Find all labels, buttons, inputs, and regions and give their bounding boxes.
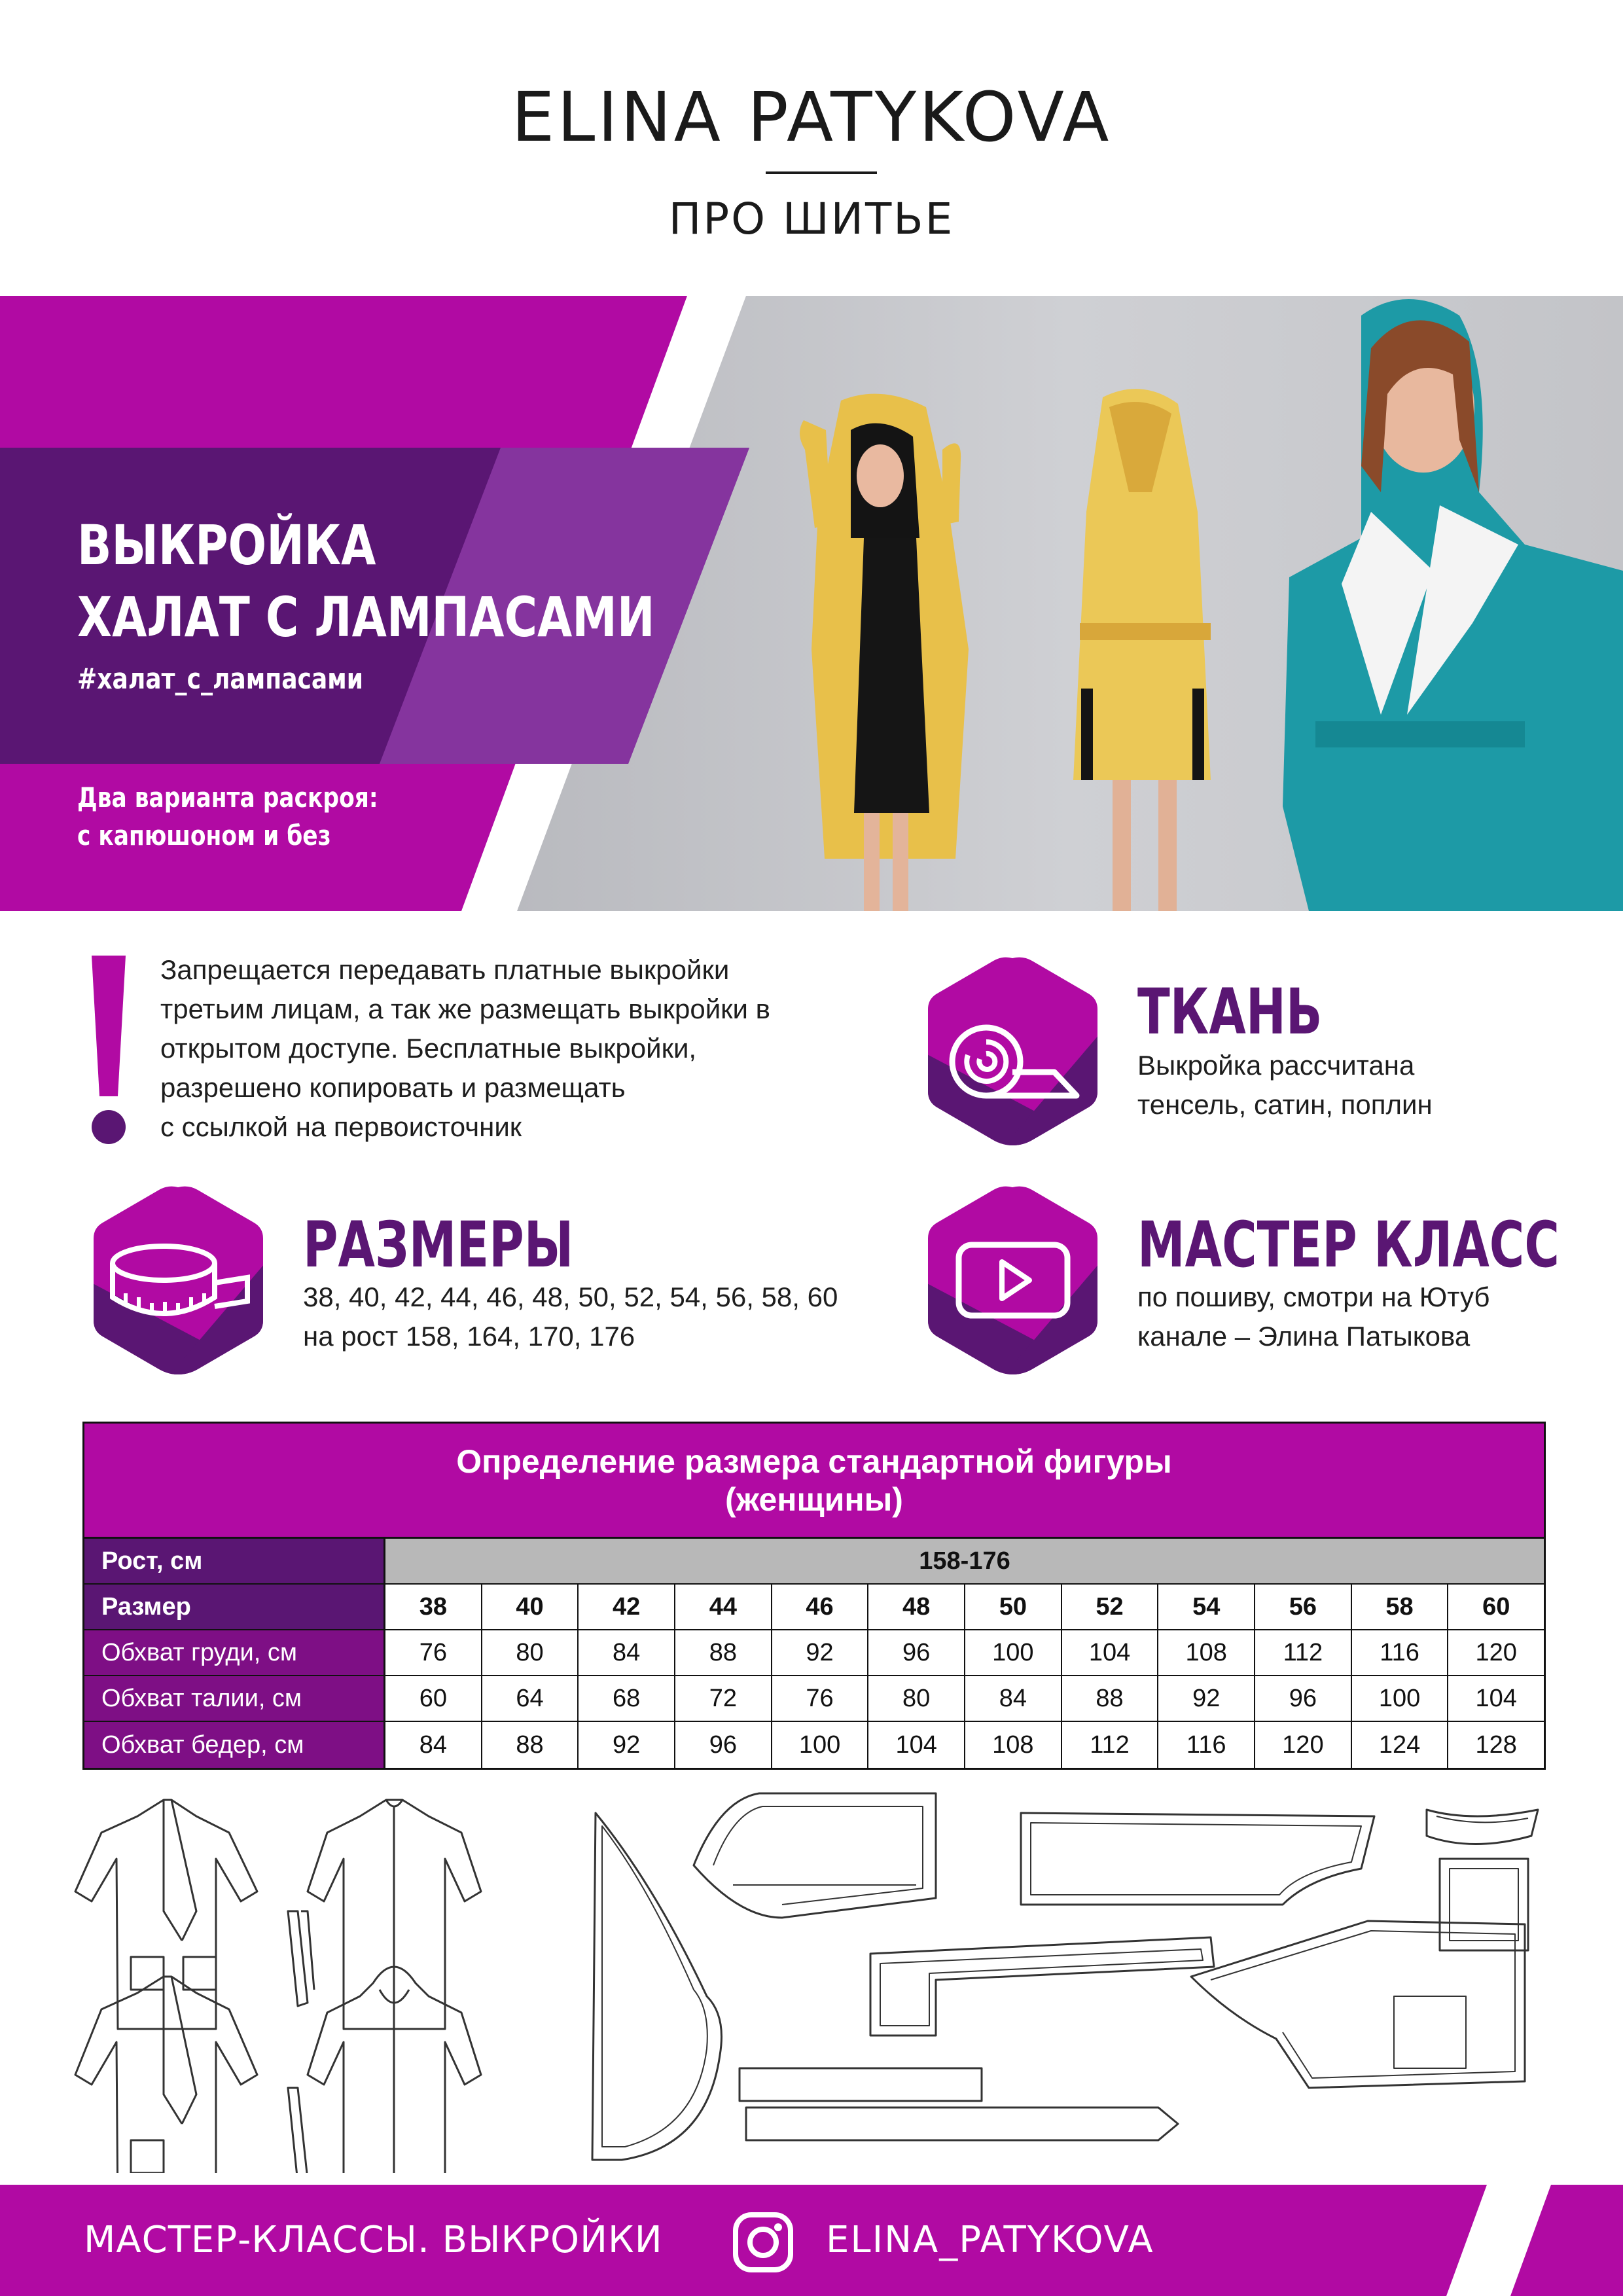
size-cell: 42 <box>579 1585 675 1629</box>
robe-front-hood-sketch <box>75 1977 308 2173</box>
warning-line: открытом доступе. Бесплатные выкройки, <box>160 1033 697 1064</box>
brand-divider <box>766 171 877 174</box>
sizes-title: РАЗМЕРЫ <box>303 1208 574 1282</box>
measurement-cell: 104 <box>1062 1630 1159 1675</box>
masterclass-description <box>1137 1278 1489 1356</box>
size-cell: 60 <box>1448 1585 1544 1629</box>
fabric-line2: тенсель, сатин, поплин <box>1137 1089 1433 1120</box>
instagram-icon[interactable] <box>732 2211 794 2274</box>
warning-line: разрешено копировать и размещать <box>160 1072 626 1103</box>
robe-back-sketch <box>308 1800 481 2029</box>
table-row <box>84 1722 1544 1768</box>
warning-line: с ссылкой на первоисточник <box>160 1111 522 1142</box>
measurement-cell: 76 <box>385 1630 482 1675</box>
measurement-cell: 80 <box>868 1676 965 1721</box>
measurement-cell: 100 <box>772 1722 869 1768</box>
masterclass-title: МАСТЕР КЛАСС <box>1137 1208 1560 1282</box>
warning-line: третьим лицам, а так же размещать выкройки в <box>160 994 770 1024</box>
measurement-cell: 108 <box>965 1722 1062 1768</box>
size-cell: 52 <box>1062 1585 1159 1629</box>
measurement-cell: 64 <box>482 1676 579 1721</box>
heights-list: на рост 158, 164, 170, 176 <box>303 1321 635 1352</box>
size-cell: 54 <box>1158 1585 1255 1629</box>
fabric-title: ТКАНЬ <box>1137 975 1323 1049</box>
height-label: Рост, см <box>84 1539 385 1583</box>
measurement-cell: 100 <box>1352 1676 1449 1721</box>
measurement-cell: 92 <box>1158 1676 1255 1721</box>
pattern-technical-drawings <box>0 1780 1623 2173</box>
robe-front-sketch <box>75 1800 314 2029</box>
table-title-line1: Определение размера стандартной фигуры <box>456 1443 1172 1480</box>
measurement-label: Обхват бедер, см <box>84 1722 385 1768</box>
fabric-line1: Выкройка рассчитана <box>1137 1050 1415 1081</box>
measurement-cell: 96 <box>1255 1676 1352 1721</box>
table-title <box>84 1424 1544 1539</box>
pattern-title <box>77 509 654 653</box>
measuring-tape-icon <box>92 1185 265 1374</box>
warning-line: Запрещается передавать платные выкройки <box>160 954 730 985</box>
measurement-cell: 84 <box>579 1630 675 1675</box>
fabric-roll-icon <box>926 956 1099 1145</box>
measurement-cell: 76 <box>772 1676 869 1721</box>
cutting-variants-line1: Два варианта раскроя: <box>77 781 378 814</box>
size-cell: 50 <box>965 1585 1062 1629</box>
footer-masterclasses-label: МАСТЕР-КЛАССЫ. ВЫКРОЙКИ <box>84 2219 663 2261</box>
table-title-line2: (женщины) <box>725 1480 903 1518</box>
size-cell: 40 <box>482 1585 579 1629</box>
size-cell: 58 <box>1352 1585 1449 1629</box>
measurement-cell: 112 <box>1255 1630 1352 1675</box>
cutting-variants-line2: с капюшоном и без <box>77 819 331 852</box>
exclamation-icon <box>89 956 128 1145</box>
measurement-cell: 68 <box>579 1676 675 1721</box>
measurement-cell: 120 <box>1448 1630 1544 1675</box>
brand-name: ELINA PATYKOVA <box>511 77 1112 157</box>
masterclass-line1: по пошиву, смотри на Ютуб <box>1137 1282 1490 1312</box>
measurement-label: Обхват груди, см <box>84 1630 385 1675</box>
pattern-title-line2: ХАЛАТ С ЛАМПАСАМИ <box>77 585 655 649</box>
measurement-cell: 104 <box>868 1722 965 1768</box>
cutting-variants-note <box>77 779 378 855</box>
measurement-cell: 100 <box>965 1630 1062 1675</box>
measurement-cell: 96 <box>868 1630 965 1675</box>
measurement-cell: 92 <box>772 1630 869 1675</box>
pattern-hashtag: #халат_с_лампасами <box>77 662 364 696</box>
size-cell: 56 <box>1255 1585 1352 1629</box>
measurement-cell: 84 <box>385 1722 482 1768</box>
table-row-sizes <box>84 1585 1544 1630</box>
measurement-cell: 60 <box>385 1676 482 1721</box>
table-row-height <box>84 1539 1544 1585</box>
measurement-cell: 84 <box>965 1676 1062 1721</box>
pattern-pieces <box>592 1793 1538 2160</box>
brand-tagline: ПРО ШИТЬЕ <box>668 194 955 244</box>
height-range: 158-176 <box>385 1539 1544 1583</box>
pattern-title-line1: ВЫКРОЙКА <box>77 513 376 577</box>
copyright-warning <box>160 950 900 1147</box>
measurement-cell: 128 <box>1448 1722 1544 1768</box>
sizes-list: 38, 40, 42, 44, 46, 48, 50, 52, 54, 56, 58, 60 <box>303 1282 838 1312</box>
measurement-cell: 88 <box>1062 1676 1159 1721</box>
size-cell: 44 <box>675 1585 772 1629</box>
measurement-cell: 104 <box>1448 1676 1544 1721</box>
measurement-cell: 112 <box>1062 1722 1159 1768</box>
sizes-description <box>303 1278 838 1356</box>
measurement-cell: 96 <box>675 1722 772 1768</box>
table-row <box>84 1676 1544 1722</box>
measurement-cell: 120 <box>1255 1722 1352 1768</box>
masterclass-line2: канале – Элина Патыкова <box>1137 1321 1471 1352</box>
measurement-cell: 88 <box>675 1630 772 1675</box>
measurement-label: Обхват талии, см <box>84 1676 385 1721</box>
measurement-cell: 72 <box>675 1676 772 1721</box>
measurement-cell: 92 <box>579 1722 675 1768</box>
size-chart-table <box>82 1422 1546 1770</box>
size-cell: 46 <box>772 1585 869 1629</box>
measurement-cell: 116 <box>1352 1630 1449 1675</box>
size-cell: 48 <box>868 1585 965 1629</box>
table-row <box>84 1630 1544 1676</box>
fabric-description <box>1137 1046 1433 1124</box>
measurement-cell: 116 <box>1158 1722 1255 1768</box>
measurement-cell: 108 <box>1158 1630 1255 1675</box>
instagram-handle-link[interactable]: ELINA_PATYKOVA <box>826 2219 1154 2261</box>
size-label: Размер <box>84 1585 385 1629</box>
size-cell: 38 <box>385 1585 482 1629</box>
measurement-cell: 124 <box>1352 1722 1449 1768</box>
youtube-play-icon <box>926 1185 1099 1374</box>
measurement-cell: 88 <box>482 1722 579 1768</box>
measurement-cell: 80 <box>482 1630 579 1675</box>
